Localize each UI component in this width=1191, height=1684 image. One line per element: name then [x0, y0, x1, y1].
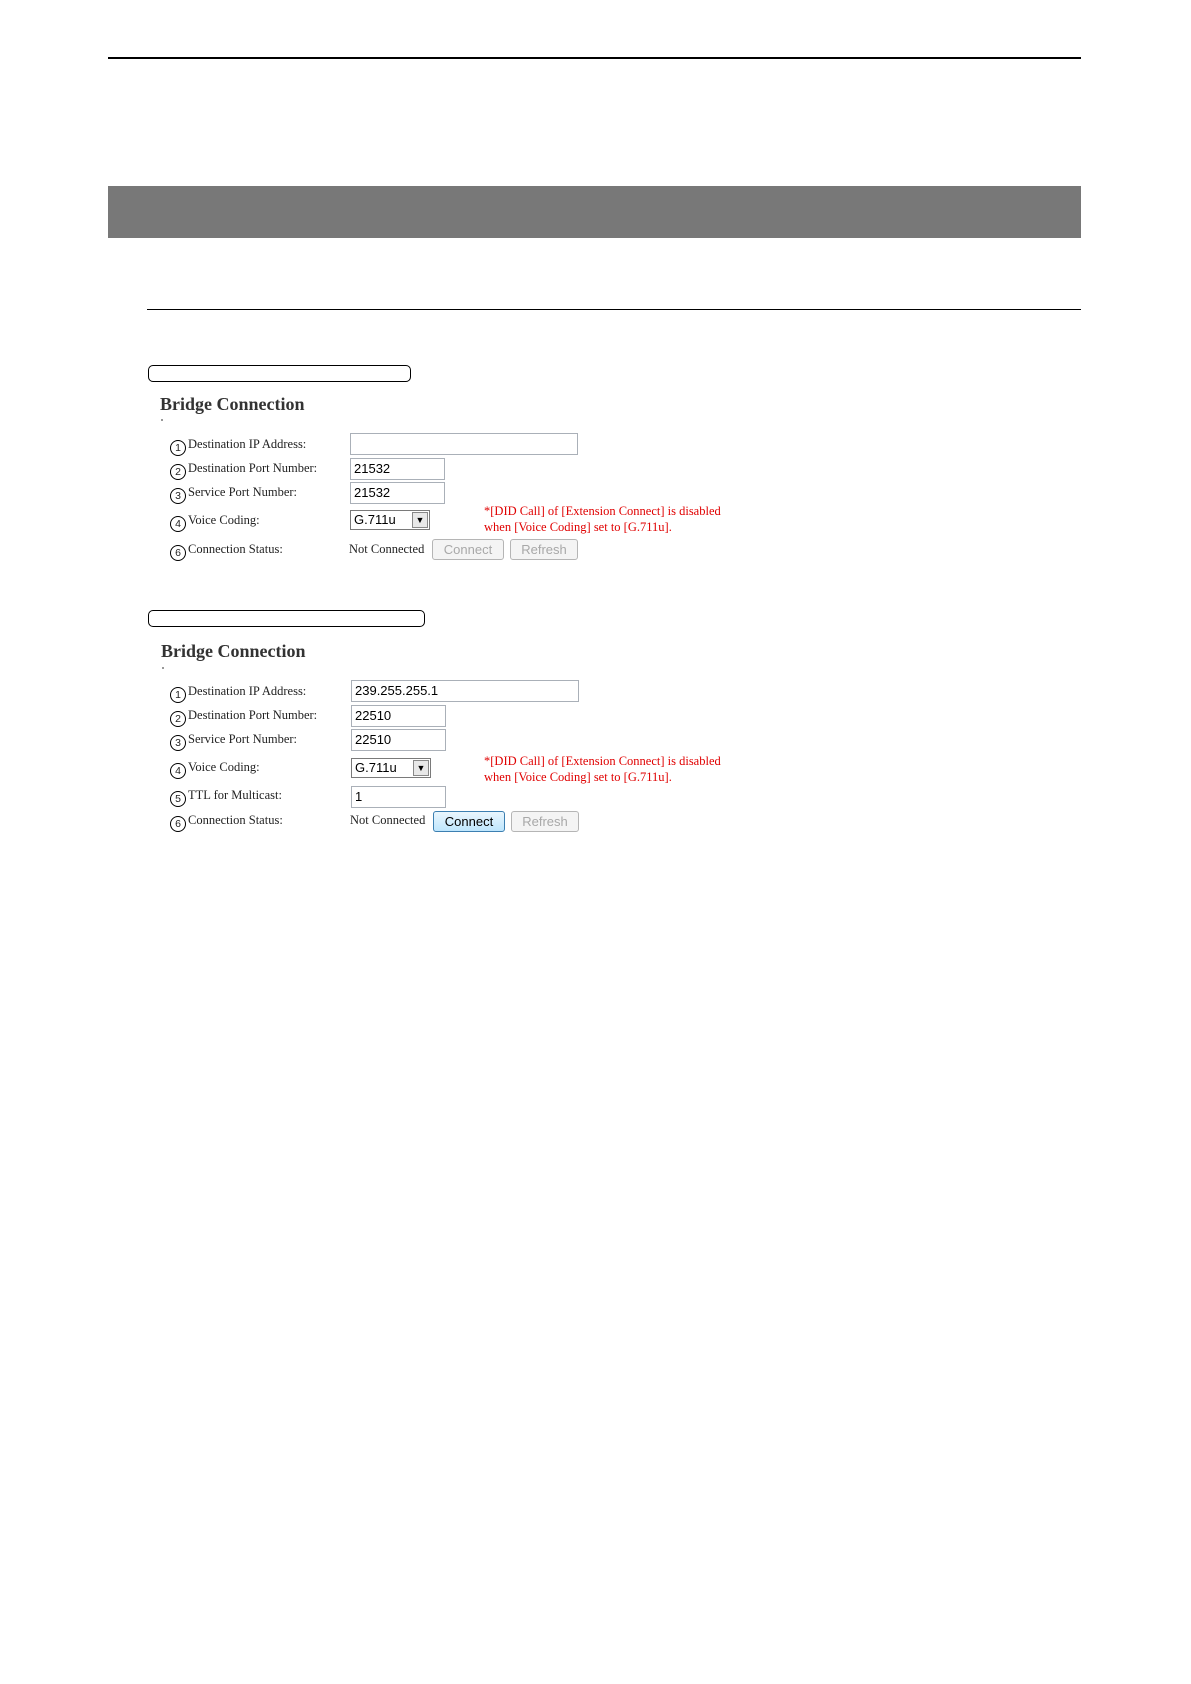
- panel-2-connect-button[interactable]: Connect: [433, 811, 505, 832]
- number-1-icon: 1: [170, 440, 186, 456]
- number-3-icon: 3: [170, 488, 186, 504]
- panel-1-voice-coding-select[interactable]: [350, 510, 430, 530]
- panel-1-note-line-2: when [Voice Coding] set to [G.711u].: [484, 520, 672, 534]
- panel-1-service-port-label: 3 Service Port Number:: [170, 484, 297, 504]
- number-5-icon: 5: [170, 791, 186, 807]
- panel-1-connect-button[interactable]: Connect: [432, 539, 504, 560]
- section-header-bar: [108, 186, 1081, 238]
- panel-2-dest-port-input[interactable]: 22510: [351, 705, 446, 727]
- panel-1-dest-ip-label: 1 Destination IP Address:: [170, 436, 306, 456]
- panel-2-dest-ip-label: 1 Destination IP Address:: [170, 683, 306, 703]
- panel-1-status-label: 6 Connection Status:: [170, 541, 283, 561]
- panel-2-dest-ip-input[interactable]: 239.255.255.1: [351, 680, 579, 702]
- panel-1-dest-port-input[interactable]: 21532: [350, 458, 445, 480]
- panel-1-voice-coding-value: G.711u: [354, 512, 396, 527]
- panel-2-status-value: Not Connected: [350, 813, 426, 827]
- subsection-rule: [147, 309, 1081, 310]
- panel-2-refresh-button[interactable]: Refresh: [511, 811, 579, 832]
- panel-2-note-line-2: when [Voice Coding] set to [G.711u].: [484, 770, 672, 784]
- number-2-icon: 2: [170, 464, 186, 480]
- panel-1-caption-box: [148, 365, 411, 382]
- panel-2-title: Bridge Connection: [161, 641, 306, 661]
- panel-1-title-underline: [161, 419, 163, 421]
- panel-1-service-port-input[interactable]: 21532: [350, 482, 445, 504]
- chevron-down-icon[interactable]: ▼: [413, 760, 429, 776]
- panel-2-voice-coding-value: G.711u: [355, 760, 397, 775]
- panel-2-status-label: 6 Connection Status:: [170, 812, 283, 832]
- panel-2-voice-coding-label: 4 Voice Coding:: [170, 759, 260, 779]
- chevron-down-icon[interactable]: ▼: [412, 512, 428, 528]
- panel-1-voice-coding-label: 4 Voice Coding:: [170, 512, 260, 532]
- panel-2-dest-port-label: 2 Destination Port Number:: [170, 707, 317, 727]
- top-rule: [108, 57, 1081, 59]
- panel-2-ttl-input[interactable]: 1: [351, 786, 446, 808]
- number-1-icon: 1: [170, 687, 186, 703]
- panel-2-title-underline: [162, 667, 164, 669]
- number-4-icon: 4: [170, 516, 186, 532]
- panel-1-note-line-1: *[DID Call] of [Extension Connect] is disabled: [484, 504, 721, 518]
- number-4-icon: 4: [170, 763, 186, 779]
- panel-1-dest-ip-input[interactable]: [350, 433, 578, 455]
- panel-2-ttl-label: 5 TTL for Multicast:: [170, 787, 282, 807]
- panel-1-status-value: Not Connected: [349, 542, 425, 556]
- panel-2-caption-box: [148, 610, 425, 627]
- panel-2-voice-coding-select[interactable]: [351, 758, 431, 778]
- panel-1-dest-port-label: 2 Destination Port Number:: [170, 460, 317, 480]
- number-6-icon: 6: [170, 545, 186, 561]
- number-3-icon: 3: [170, 735, 186, 751]
- panel-2-note-line-1: *[DID Call] of [Extension Connect] is disabled: [484, 754, 721, 768]
- panel-2-service-port-input[interactable]: 22510: [351, 729, 446, 751]
- number-2-icon: 2: [170, 711, 186, 727]
- number-6-icon: 6: [170, 816, 186, 832]
- panel-1-title: Bridge Connection: [160, 394, 305, 414]
- panel-2-service-port-label: 3 Service Port Number:: [170, 731, 297, 751]
- panel-1-refresh-button[interactable]: Refresh: [510, 539, 578, 560]
